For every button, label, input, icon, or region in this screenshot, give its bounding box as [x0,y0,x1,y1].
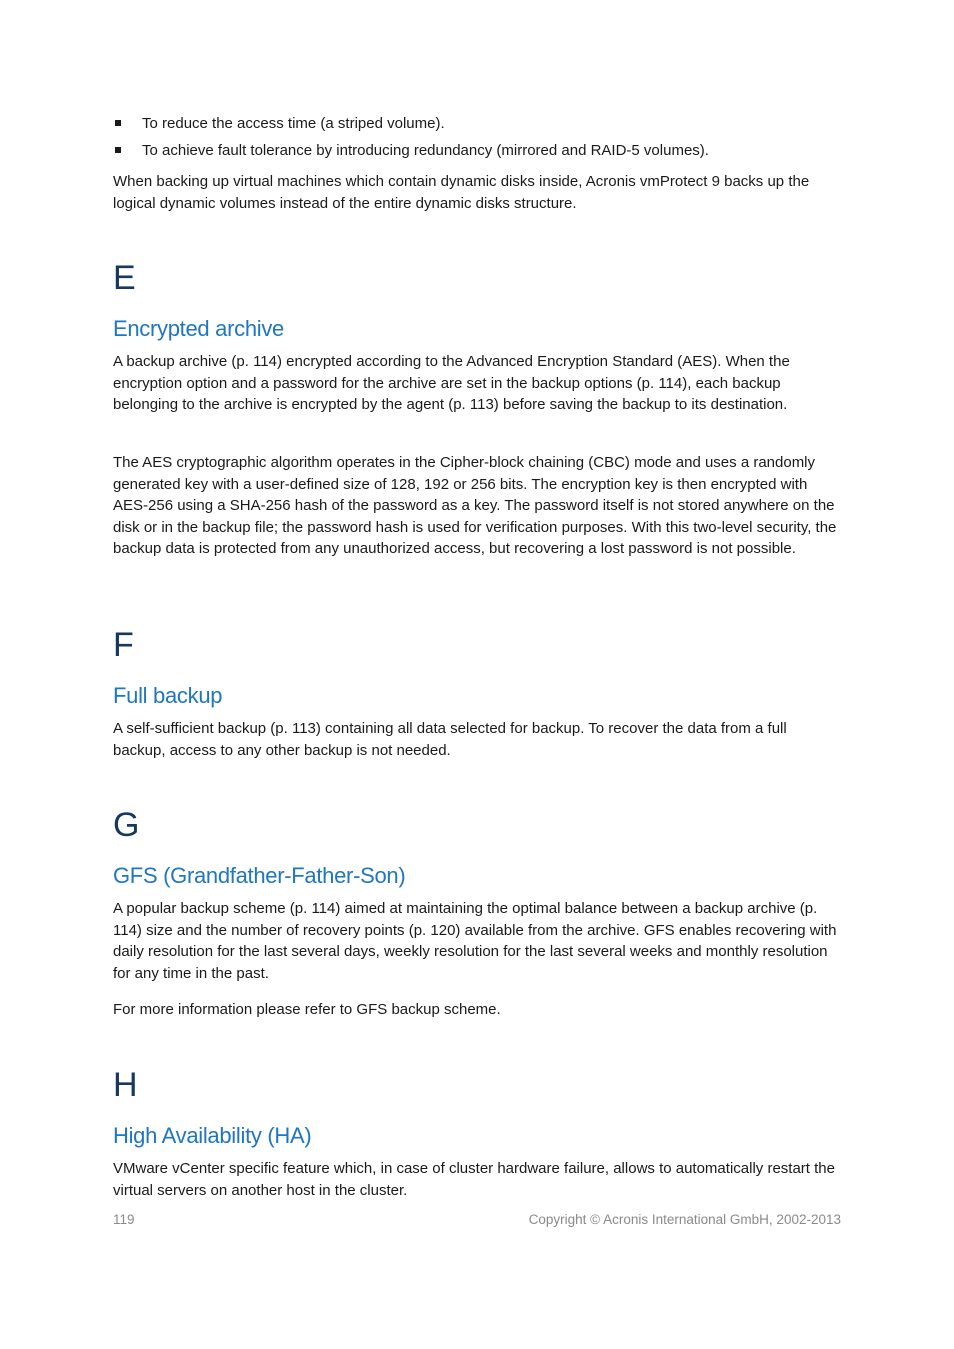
term-paragraph: A backup archive (p. 114) encrypted according to the Advanced Encryption Standard (AES). When the encryption option and a password for the archive are set in the backup options (p. 114), each backup belonging to the archive is encrypted by the agent (p. 113) before saving the backup to its destination. [113,353,790,414]
term-heading-gfs: GFS (Grandfather-Father-Son) [113,863,406,888]
term-heading-encrypted-archive: Encrypted archive [113,316,284,341]
page-footer [113,1212,841,1227]
section-letter-f: F [113,626,134,664]
section-letter-e: E [113,259,136,297]
bullet-item [113,140,841,161]
term-paragraph: A self-sufficient backup (p. 113) containing all data selected for backup. To recover the data from a full backup, access to any other backup is not needed. [113,720,787,759]
term-paragraph: For more information please refer to GFS backup scheme. [113,1001,501,1018]
bullet-text: To achieve fault tolerance by introducing redundancy (mirrored and RAID-5 volumes). [142,142,709,159]
section-letter-g: G [113,806,140,844]
square-bullet-icon [115,147,121,153]
term-paragraph: VMware vCenter specific feature which, in case of cluster hardware failure, allows to automatically restart the virtual servers on another host in the cluster. [113,1160,835,1199]
bullet-item [113,113,841,134]
term-heading-full-backup: Full backup [113,683,223,708]
bullet-text: To reduce the access time (a striped volume). [142,115,445,132]
term-paragraph: A popular backup scheme (p. 114) aimed at maintaining the optimal balance between a backup archive (p. 114) size and the number of recovery points (p. 120) available from the archive. GFS enables recovering with daily resolution for the last several days, weekly resolution for the last several weeks and monthly resolution for any time in the past. [113,900,837,982]
term-heading-high-availability: High Availability (HA) [113,1123,312,1148]
square-bullet-icon [115,120,121,126]
section-letter-h: H [113,1066,138,1104]
term-paragraph: The AES cryptographic algorithm operates in the Cipher-block chaining (CBC) mode and uses a randomly generated key with a user-defined size of 128, 192 or 256 bits. The encryption key is then encrypted with AES-256 using a SHA-256 hash of the password as a key. The password itself is not stored anywhere on the disk or in the backup file; the password hash is used for verification purposes. With this two-level security, the backup data is protected from any unauthorized access, but recovering a lost password is not possible. [113,454,837,558]
intro-paragraph: When backing up virtual machines which contain dynamic disks inside, Acronis vmProtect 9 backs up the logical dynamic volumes instead of the entire dynamic disks structure. [113,173,810,212]
bullet-list [113,113,841,167]
copyright-notice: Copyright © Acronis International GmbH, 2002-2013 [528,1212,841,1227]
page-number: 119 [113,1212,135,1227]
